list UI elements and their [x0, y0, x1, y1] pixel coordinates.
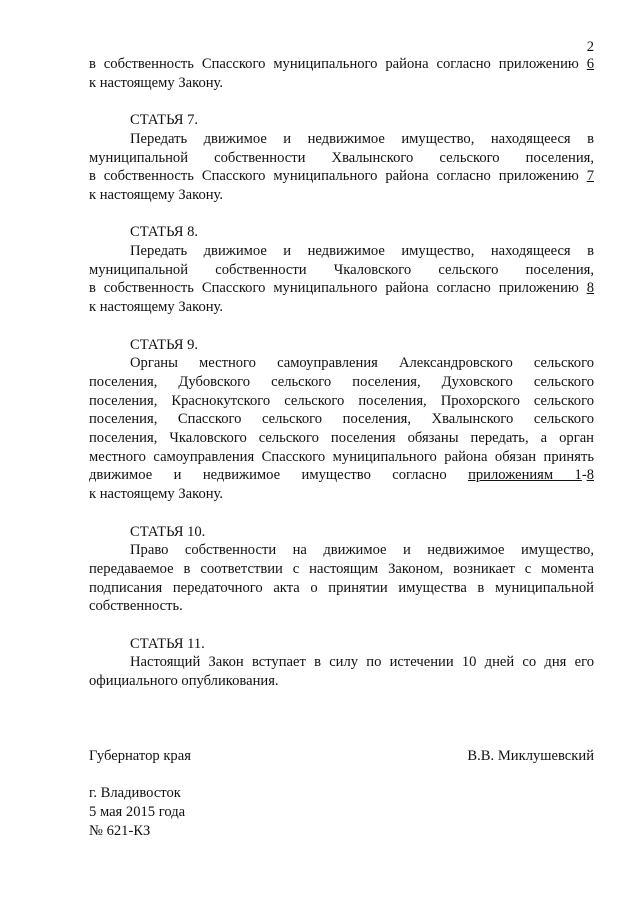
document-body — [89, 55, 594, 840]
spacer — [89, 728, 594, 747]
appendix-link-8b[interactable]: 8 — [586, 467, 595, 484]
intro-line-1 — [89, 55, 594, 74]
appendix-link-6[interactable]: 6 — [586, 56, 594, 72]
article-9-line-8: к настоящему Закону. — [89, 486, 224, 503]
intro-line-1-text: в собственность Спасского муниципального района согласно приложению — [89, 56, 587, 72]
intro-line-2: к настоящему Закону. — [89, 74, 224, 91]
appendix-link-8[interactable]: 8 — [586, 280, 594, 297]
spacer — [89, 616, 594, 635]
article-8-line-1: Передать движимое и недвижимое имущество, находящееся в — [130, 243, 594, 259]
article-10 — [89, 523, 594, 617]
article-10-line-2: передаваемое в соответствии с настоящим Законом, возникает с момента — [89, 560, 594, 577]
spacer — [89, 317, 594, 336]
intro-paragraph — [89, 55, 594, 92]
signature-row — [89, 747, 594, 766]
article-7-line-2: муниципальной собственности Хвалынского сельского поселения, — [89, 149, 594, 166]
article-7 — [89, 111, 594, 205]
footer-date: 5 мая 2015 года — [89, 803, 186, 820]
spacer — [89, 691, 594, 710]
dash: - — [581, 467, 587, 484]
spacer — [89, 710, 594, 729]
article-8 — [89, 223, 594, 317]
spacer — [89, 205, 594, 224]
article-8-line-3 — [89, 279, 594, 298]
signatory-name: В.В. Миклушевский — [467, 747, 594, 764]
article-9-line-1: Органы местного самоуправления Александровского сельского — [130, 355, 594, 372]
spacer — [89, 92, 594, 111]
article-9-line-7-text: движимое и недвижимое имущество согласно — [89, 467, 469, 484]
article-9-line-4: поселения, Спасского сельского поселения, Хвалынского сельского — [89, 411, 594, 428]
spacer — [89, 766, 594, 785]
article-9-line-3: поселения, Краснокутского сельского поселения, Прохорского сельского — [89, 392, 594, 409]
article-11-heading: СТАТЬЯ 11. — [130, 635, 205, 652]
document-footer — [89, 784, 594, 840]
article-8-line-2: муниципальной собственности Чкаловского сельского поселения, — [89, 261, 594, 278]
article-9-line-2: поселения, Дубовского сельского поселения, Духовского сельского — [89, 373, 594, 390]
spacer — [89, 504, 594, 523]
article-10-line-1: Право собственности на движимое и недвижимое имущество, — [130, 542, 594, 559]
page-number: 2 — [586, 39, 594, 55]
article-11-line-1: Настоящий Закон вступает в силу по истечении 10 дней со дня его — [130, 654, 594, 671]
article-10-line-4: собственность. — [89, 598, 183, 615]
article-7-line-1: Передать движимое и недвижимое имущество, находящееся в — [130, 130, 594, 147]
footer-number: № 621-КЗ — [89, 822, 151, 839]
appendix-link-7[interactable]: 7 — [586, 168, 594, 185]
signatory-position: Губернатор края — [89, 747, 191, 764]
article-8-heading: СТАТЬЯ 8. — [130, 224, 199, 241]
article-9-heading: СТАТЬЯ 9. — [130, 336, 199, 353]
article-7-heading: СТАТЬЯ 7. — [130, 112, 199, 129]
appendix-link-1[interactable]: приложениям 1 — [468, 467, 582, 484]
article-11 — [89, 635, 594, 691]
article-9-line-6: местного самоуправления Спасского муниципального района обязан принять — [89, 448, 594, 465]
article-7-line-4: к настоящему Закону. — [89, 186, 224, 203]
article-11-line-2: официального опубликования. — [89, 673, 279, 690]
article-10-line-3: подписания передаточного акта о принятии имущества в муниципальной — [89, 579, 594, 596]
article-9 — [89, 336, 594, 504]
footer-city: г. Владивосток — [89, 785, 181, 802]
article-8-line-3-text: в собственность Спасского муниципального района согласно приложению — [89, 280, 587, 297]
article-8-line-4: к настоящему Закону. — [89, 299, 224, 316]
article-9-line-5: поселения, Чкаловского сельского поселения обязаны передать, а орган — [89, 430, 594, 447]
article-9-line-7 — [89, 466, 594, 485]
article-10-heading: СТАТЬЯ 10. — [130, 523, 206, 540]
article-7-line-3 — [89, 167, 594, 186]
article-7-line-3-text: в собственность Спасского муниципального района согласно приложению — [89, 168, 587, 185]
